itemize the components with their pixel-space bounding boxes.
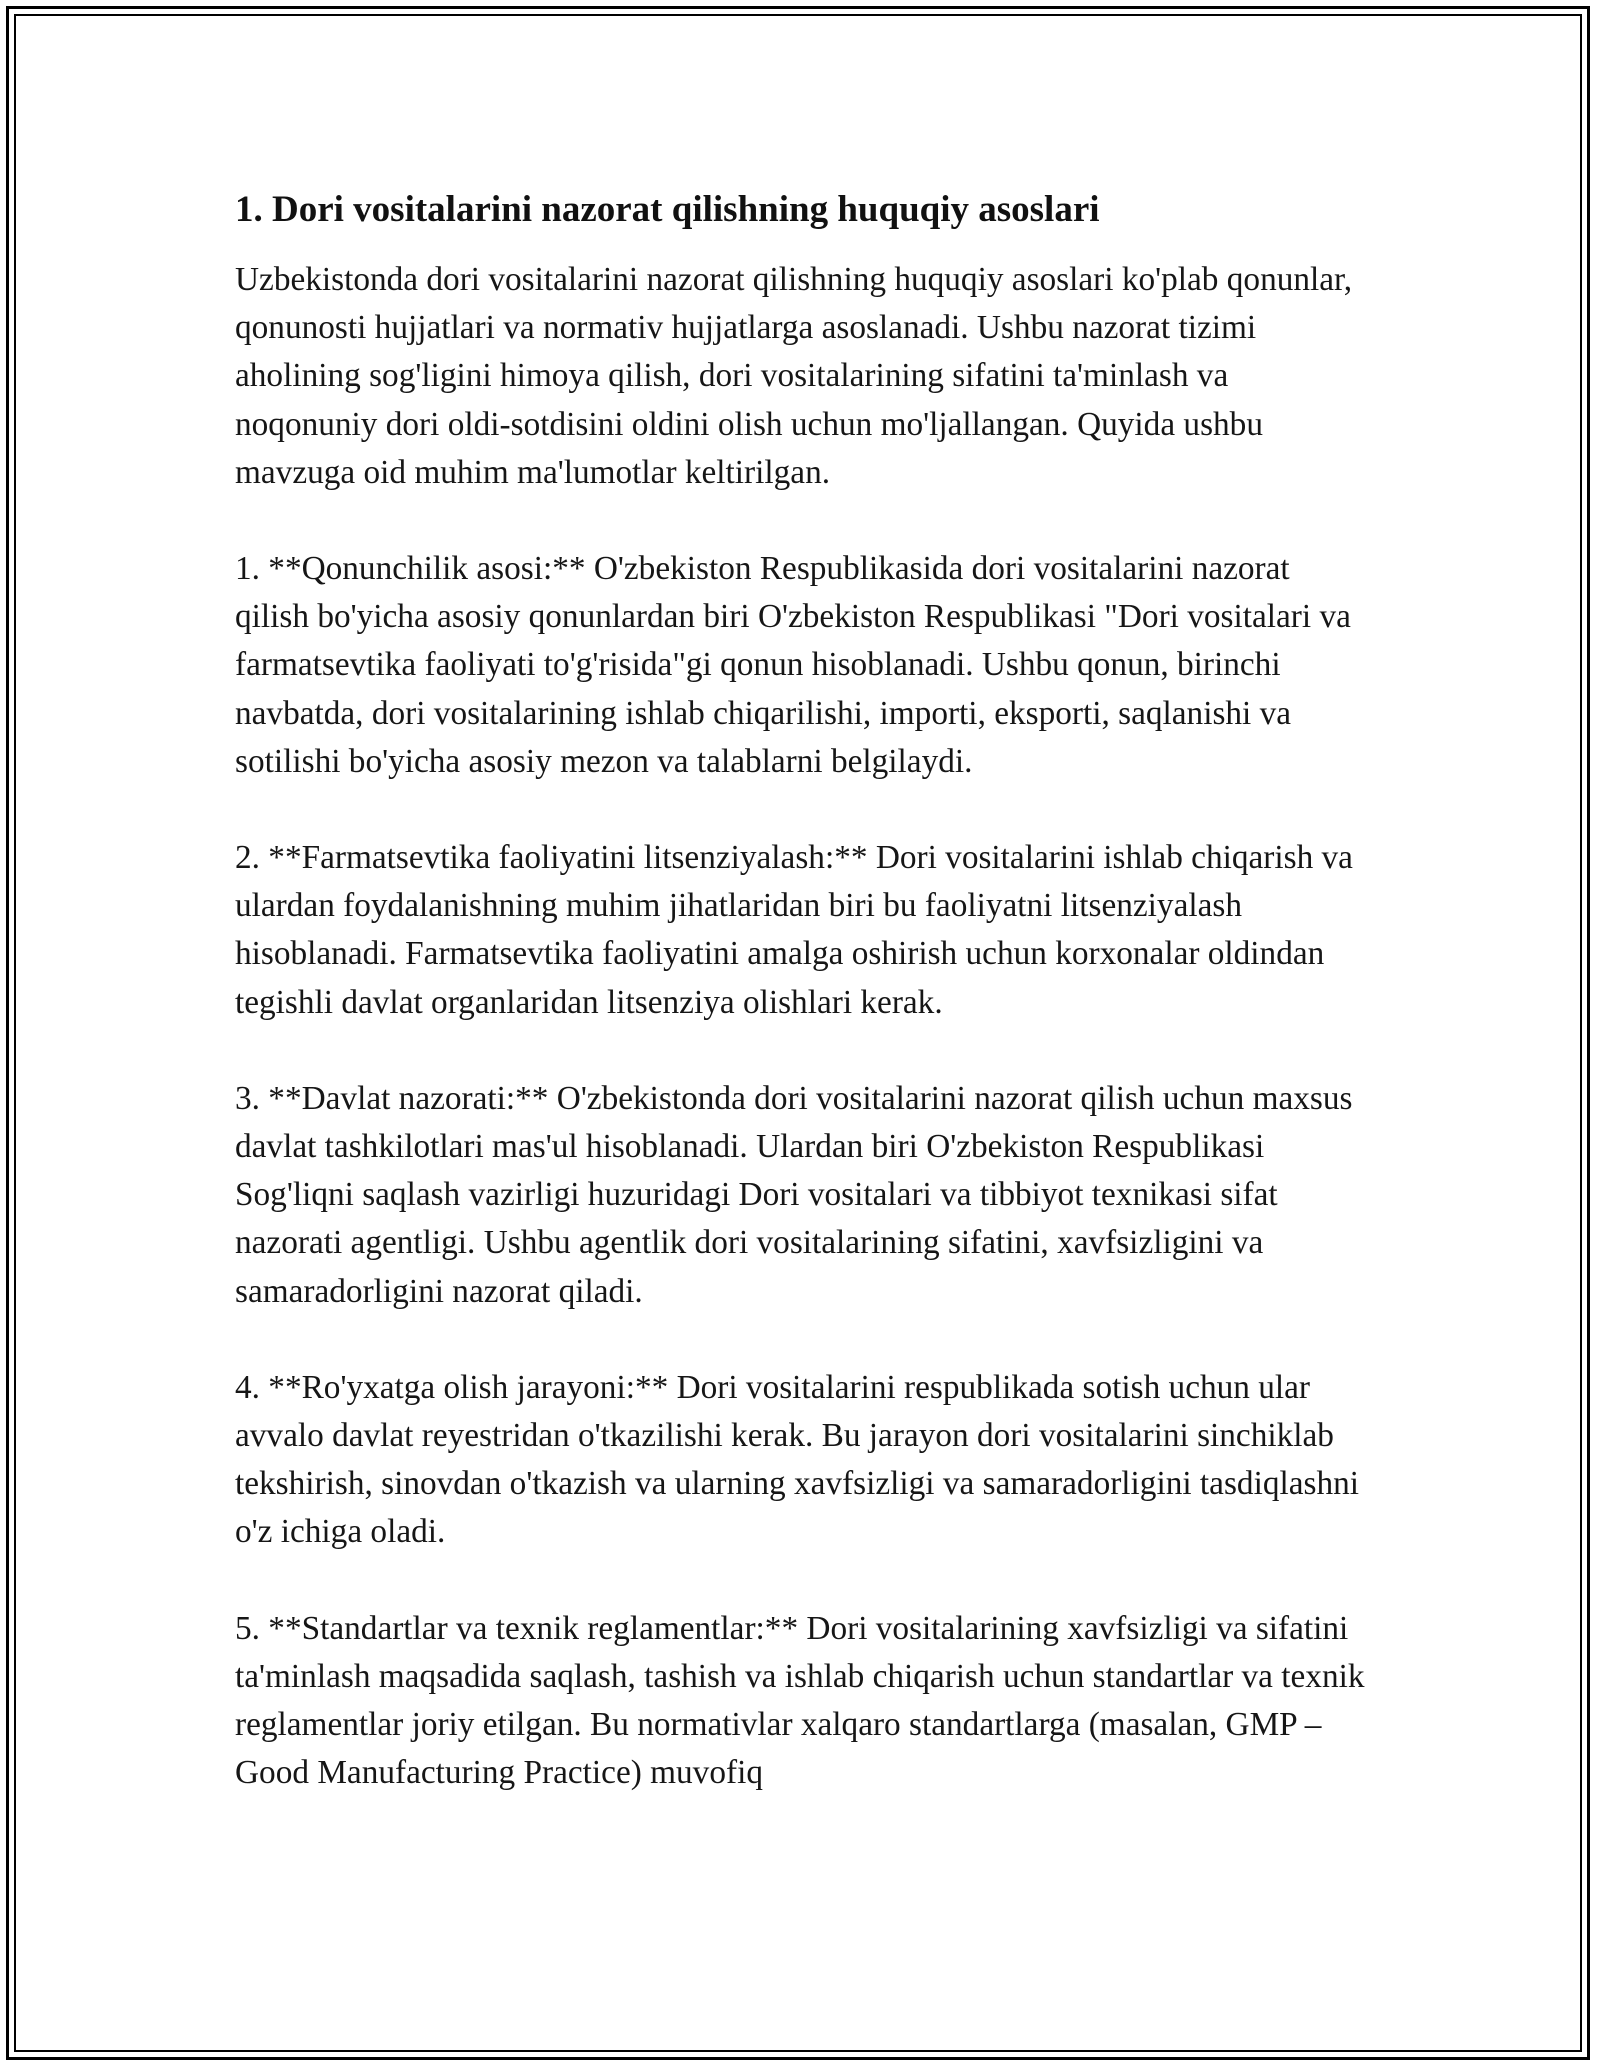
paragraph-legislation-basis: 1. **Qonunchilik asosi:** O'zbekiston Respublikasida dori vositalarini nazorat qilish bo'yicha asosiy qonunlardan biri O'zbekiston Respublikasi "Dori vositalari va farmatsevtika faoliyati to'g'risida"gi qonun hisoblanadi. Ushbu qonun, birinchi navbatda, dori vositalarining ishlab chiqarilishi, importi, eksporti, saqlanishi va sotilishi bo'yicha asosiy mezon va talablarni belgilaydi.: [235, 550, 1351, 780]
paragraph-standards: 5. **Standartlar va texnik reglamentlar:** Dori vositalarining xavfsizligi va sifatini ta'minlash maqsadida saqlash, tashish va ishlab chiqarish uchun standartlar va texnik reglamentlar joriy etilgan. Bu normativlar xalqaro standartlarga (masalan, GMP – Good Manufacturing Practice) muvofiq: [235, 1609, 1365, 1792]
paragraph-registration: 4. **Ro'yxatga olish jarayoni:** Dori vositalarini respublikada sotish uchun ular avvalo davlat reyestridan o'tkazilishi kerak. Bu jarayon dori vositalarini sinchiklab tekshirish, sinovdan o'tkazish va ularning xavfsizligi va samaradorligini tasdiqlashni o'z ichiga oladi.: [235, 1368, 1359, 1551]
paragraph-state-control: 3. **Davlat nazorati:** O'zbekistonda dori vositalarini nazorat qilish uchun maxsus davlat tashkilotlari mas'ul hisoblanadi. Ulardan biri O'zbekiston Respublikasi Sog'liqni saqlash vazirligi huzuridagi Dori vositalari va tibbiyot texnikasi sifat nazorati agentligi. Ushbu agentlik dori vositalarining sifatini, xavfsizligini va samaradorligini nazorat qiladi.: [235, 1079, 1353, 1310]
intro-paragraph: Uzbekistonda dori vositalarini nazorat qilishning huquqiy asoslari ko'plab qonunlar, qonunosti hujjatlari va normativ hujjatlarga asoslanadi. Ushbu nazorat tizimi aholining sog'ligini himoya qilish, dori vositalarining sifatini ta'minlash va noqonuniy dori oldi-sotdisini oldini olish uchun mo'ljallangan. Quyida ushbu mavzuga oid muhim ma'lumotlar keltirilgan.: [235, 261, 1353, 491]
paragraph-licensing: 2. **Farmatsevtika faoliyatini litsenziyalash:** Dori vositalarini ishlab chiqarish va ulardan foydalanishning muhim jihatlaridan biri bu faoliyatni litsenziyalash hisoblanadi. Farmatsevtika faoliyatini amalga oshirish uchun korxonalar oldindan tegishli davlat organlaridan litsenziya olishlari kerak.: [235, 839, 1353, 1021]
document-body: [235, 186, 1365, 1845]
document-title: 1. Dori vositalarini nazorat qilishning huquqiy asoslari: [235, 189, 1100, 230]
